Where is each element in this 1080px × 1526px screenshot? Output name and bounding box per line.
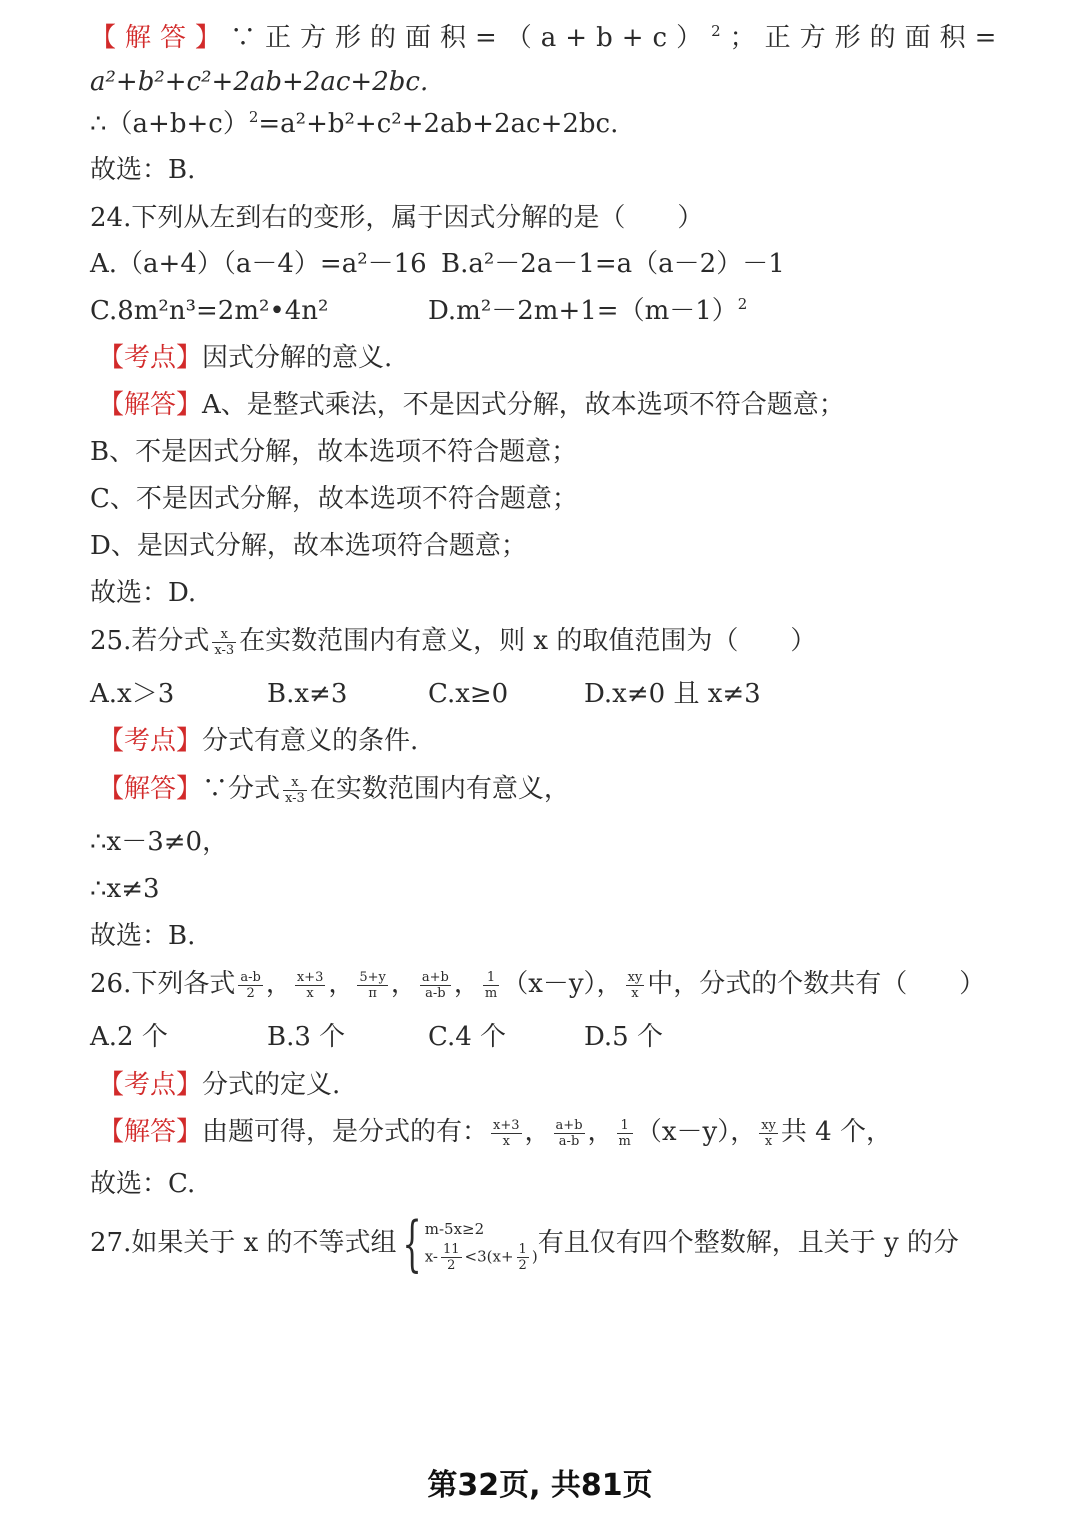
option-c: C.x≥0 [428, 679, 509, 709]
text: 在实数范围内有意义， [309, 774, 570, 804]
left-brace: { [402, 1209, 422, 1279]
fraction [759, 1118, 778, 1149]
answer-tag: 【解答】 [90, 23, 231, 53]
option-b: B.a²－2a－1=a（a－2）－1 [440, 249, 785, 279]
question-26-stem: 26.下列各式 $\frac{a-b}{2}$ ， $\frac{x+3}{x}$ ， $\frac{5+y}{\pi}$ ， $\frac{a+b}{a-b}$ ， $\frac{1}{m}$ （x－y）， $\frac{xy}{x}$ 中，分式的个数共有（ ） [90, 969, 986, 1001]
kaodian-tag: 【考点】 [98, 343, 203, 373]
fraction [517, 1242, 529, 1273]
denominator: x [631, 985, 639, 1001]
text: 26.下列各式 [90, 969, 236, 999]
question-24-stem: 24.下列从左到右的变形，属于因式分解的是（ ） [90, 203, 704, 233]
denominator: m [484, 985, 498, 1001]
text: ∴（a+b+c） [90, 109, 249, 139]
question-25-stem [90, 621, 1000, 661]
solution-line: ∴x≠3 [90, 874, 160, 904]
denominator: π [368, 985, 377, 1001]
inequality-system [425, 1216, 538, 1273]
answer-line: 故选：C. [90, 1169, 196, 1199]
fraction [238, 970, 262, 1001]
option-d [428, 291, 747, 331]
kaodian-tag: 【考点】 [98, 726, 203, 756]
text: ) [531, 1247, 538, 1265]
option-a: A.2 个 [90, 1022, 168, 1052]
denominator: a-b [558, 1133, 580, 1149]
numerator: a-b [240, 969, 261, 985]
text: A、是整式乘法，不是因式分解，故本选项不符合题意； [202, 390, 845, 420]
fraction [212, 627, 236, 658]
fraction [554, 1118, 585, 1149]
answer-line: 故选：D. [90, 578, 197, 608]
inequality-2 [425, 1242, 538, 1273]
denominator: a-b [425, 985, 446, 1001]
denominator: 2 [246, 985, 255, 1001]
fraction [626, 970, 645, 1001]
denominator: x-3 [214, 642, 235, 658]
denominator: 2 [447, 1257, 456, 1273]
text: 分式有意义的条件. [202, 726, 419, 756]
text: ∵分式 [202, 774, 281, 804]
sup: 2 [711, 22, 730, 40]
text: （x－y）， [502, 969, 623, 999]
text: （x－y）， [635, 1117, 757, 1147]
denominator: x [764, 1133, 773, 1149]
fraction [420, 970, 451, 1001]
answer-tag: 【解答】 [98, 774, 203, 804]
solution-line [90, 18, 1006, 58]
solution-line: a²+b²+c²+2ab+2ac+2bc. [90, 67, 429, 97]
fraction [357, 970, 388, 1001]
text: 在实数范围内有意义，则 x 的取值范围为（ ） [239, 626, 817, 656]
sup: 2 [737, 295, 748, 313]
text: 因式分解的意义. [202, 343, 393, 373]
denominator: 2 [518, 1257, 527, 1273]
answer-line: 故选：B. [90, 155, 196, 185]
text: 有且仅有四个整数解，且关于 y 的分 [537, 1228, 959, 1258]
text: =a²+b²+c²+2ab+2ac+2bc. [258, 109, 619, 139]
solution-line: C、不是因式分解，故本选项不符合题意； [90, 484, 578, 514]
numerator: x+3 [296, 969, 324, 985]
text: ∵正方形的面积=（a+b+c） [230, 23, 712, 53]
option-c: C.4 个 [428, 1022, 507, 1052]
page-footer: 第32页, 共81页 [427, 1468, 653, 1503]
jieda-line [98, 769, 1000, 809]
numerator: 1 [518, 1241, 527, 1257]
text: D.m²－2m+1=（m－1） [428, 296, 738, 326]
text: 27.如果关于 x 的不等式组 [90, 1228, 397, 1258]
numerator: 1 [483, 970, 499, 986]
text: 25.若分式 [90, 626, 210, 656]
numerator: x+3 [493, 1117, 520, 1133]
inequality-1: m-5x≥2 [424, 1219, 485, 1238]
numerator: 1 [617, 1118, 633, 1134]
jieda-line: 【解答】由题可得，是分式的有： $\frac{x+3}{x}$ ， $\frac{a+b}{a-b}$ ， $\frac{1}{m}$ （x－y）， $\frac{xy}{x}$ 共 4 个， [98, 1117, 892, 1149]
answer-tag: 【解答】 [98, 1117, 203, 1147]
q24-options-cd [90, 291, 1000, 331]
numerator: x [212, 627, 236, 643]
option-b: B.x≠3 [267, 679, 348, 709]
text: 中，分式的个数共有（ ） [647, 969, 986, 999]
numerator: xy [761, 1117, 776, 1133]
numerator: 5+y [359, 969, 386, 985]
jieda-line [98, 385, 1000, 425]
option-b: B.3 个 [267, 1022, 346, 1052]
text: 共 4 个， [780, 1117, 892, 1147]
solution-line: B、不是因式分解，故本选项不符合题意； [90, 437, 578, 467]
q25-options [90, 674, 1000, 714]
solution-line: ∴x－3≠0， [90, 827, 229, 857]
numerator: a+b [555, 1117, 583, 1133]
option-d: D.x≠0 且 x≠3 [584, 679, 761, 709]
text: <3(x+ [464, 1247, 514, 1265]
denominator: x [306, 985, 314, 1001]
solution-line [90, 104, 1000, 144]
fraction [617, 1118, 633, 1149]
option-a: A.（a+4）（a－4）=a²－16 [90, 249, 427, 279]
option-a: A.x＞3 [90, 679, 175, 709]
numerator: a+b [421, 969, 449, 985]
fraction [283, 775, 307, 806]
denominator: x-3 [285, 790, 305, 806]
denominator: x [502, 1133, 510, 1149]
sup: 2 [248, 108, 259, 126]
text: x- [424, 1247, 438, 1265]
numerator: xy [627, 969, 643, 985]
numerator: x [283, 775, 307, 791]
kaodian-tag: 【考点】 [98, 1070, 203, 1100]
option-c: C.8m²n³=2m²•4n² [90, 296, 329, 326]
text: 分式的定义. [202, 1070, 341, 1100]
q24-options-ab [90, 244, 1000, 284]
kaodian-line [98, 721, 1000, 761]
text: 由题可得，是分式的有： [202, 1117, 489, 1147]
answer-tag: 【解答】 [98, 390, 203, 420]
q26-options [90, 1017, 1000, 1057]
fraction [483, 970, 499, 1001]
answer-line: 故选：B. [90, 921, 196, 951]
question-27-stem [90, 1208, 1000, 1278]
denominator: m [618, 1133, 631, 1149]
text: ；正方形的面积= [729, 23, 1006, 53]
kaodian-line [98, 1065, 1000, 1105]
kaodian-line [98, 338, 1000, 378]
fraction [441, 1242, 462, 1273]
fraction [295, 970, 326, 1001]
fraction [491, 1118, 522, 1149]
solution-line: D、是因式分解，故本选项符合题意； [90, 531, 527, 561]
option-d: D.5 个 [584, 1022, 663, 1052]
numerator: 11 [443, 1241, 460, 1257]
